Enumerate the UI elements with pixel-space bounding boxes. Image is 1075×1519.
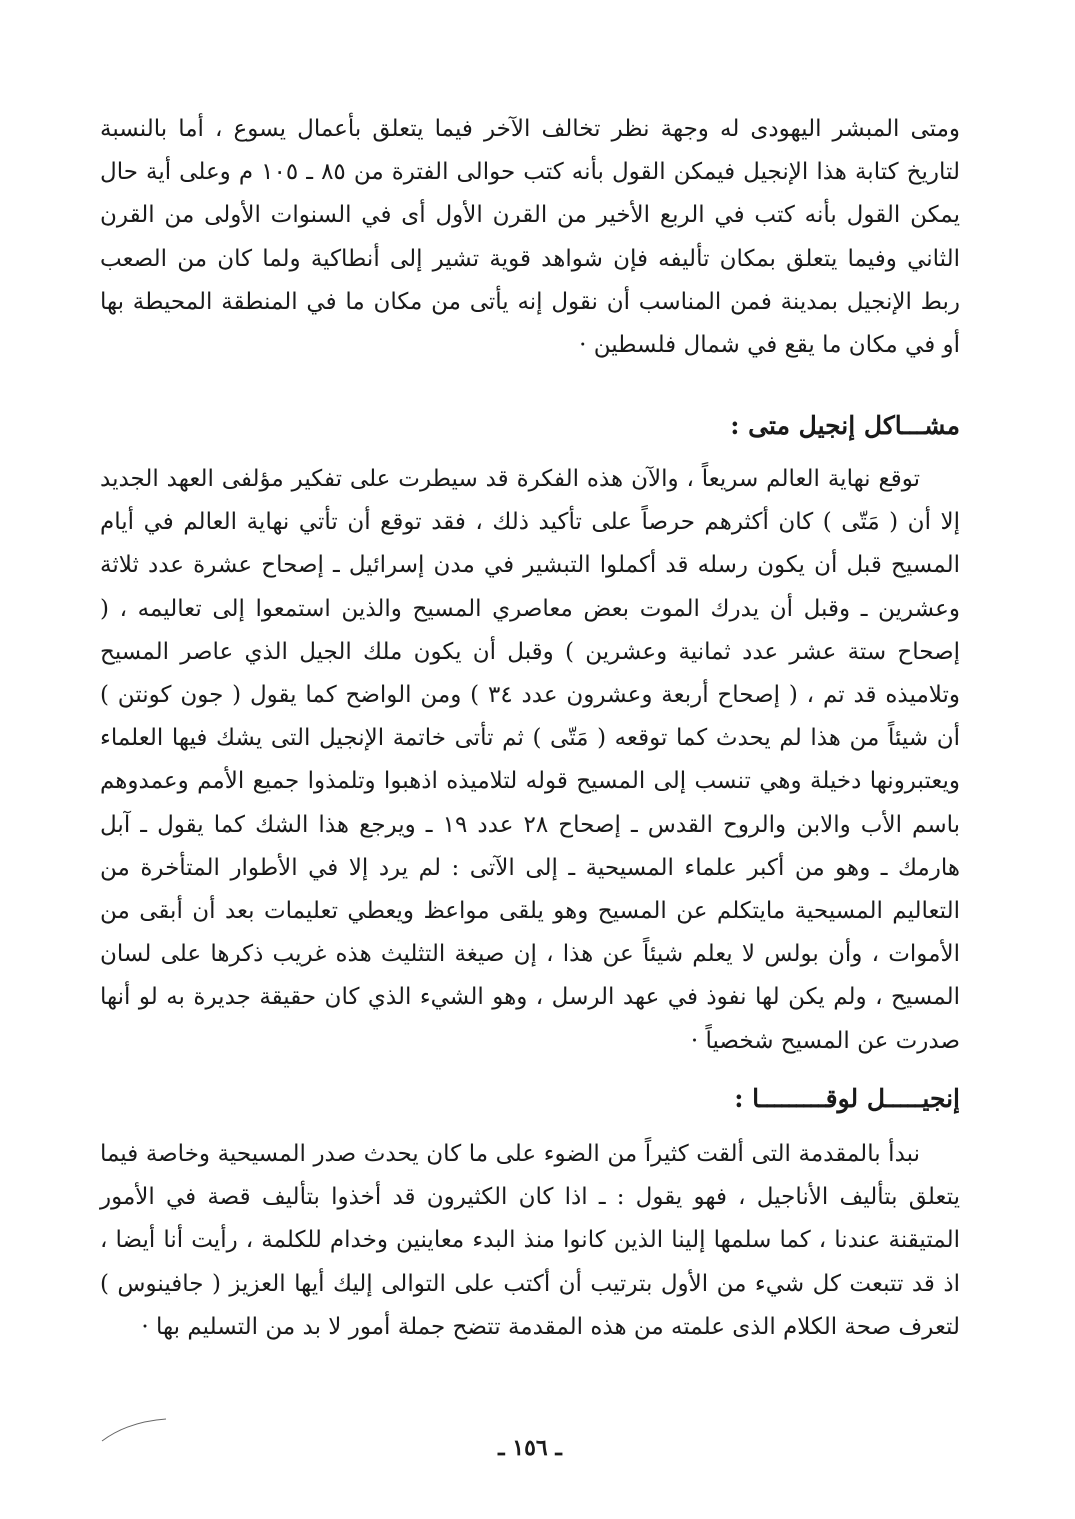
paragraph-matthew-dating: ومتى المبشر اليهودى له وجهة نظر تخالف الآخر فيما يتعلق بأعمال يسوع ، أما بالنسبة لتاريخ كتابة هذا الإنجيل فيمكن القول بأنه كتب حوالى الفترة من ٨٥ ـ ١٠٥ م وعلى أية حال يمكن القول بأنه كتب في الربع الأخير من القرن الأول أى في السنوات الأولى من القرن الثاني وفيما يتعلق بمكان تأليفه فإن شواهد قوية تشير إلى أنطاكية ولما كان من الصعب ربط الإنجيل بمدينة فمن المناسب أن نقول إنه يأتى من مكان ما في المنطقة المحيطة بها أو في مكان ما يقع في شمال فلسطين · [100, 116, 960, 359]
section-heading-luke: إنجيـــــل لوقـــــــــا : [734, 1084, 960, 1113]
section-heading-matthew-problems: مشـــاكل إنجيل متى : [730, 411, 960, 440]
scan-pen-mark [100, 1415, 170, 1445]
paragraph-matthew-problems: توقع نهاية العالم سريعاً ، والآن هذه الفكرة قد سيطرت على تفكير مؤلفى العهد الجديد إلا أن ( مَتّى ) كان أكثرهم حرصاً على تأكيد ذلك ، فقد توقع أن تأتي نهاية العالم في أيام المسيح قبل أن يكون رسله قد أكملوا التبشير في مدن إسرائيل ـ إصحاح عشرة عدد ثلاثة وعشرين ـ وقبل أن يدرك الموت بعض معاصري المسيح والذين استمعوا إلى تعاليمه ، ( إصحاح ستة عشر عدد ثمانية وعشرين ) وقبل أن يكون ملك الجيل الذي عاصر المسيح وتلاميذه قد تم ، ( إصحاح أربعة وعشرون عدد ٣٤ ) ومن الواضح كما يقول ( جون كونتن ) أن شيئاً من هذا لم يحدث كما توقعه ( مَتّى ) ثم تأتى خاتمة الإنجيل التى يشك فيها العلماء ويعتبرونها دخيلة وهي تنسب إلى المسيح قوله لتلاميذه اذهبوا وتلمذوا جميع الأمم وعمدوهم باسم الأب والابن والروح القدس ـ إصحاح ٢٨ عدد ١٩ ـ ويرجع هذا الشك كما يقول ـ آبل هارمك ـ وهو من أكبر علماء المسيحية ـ إلى الآتى : لم يرد إلا في الأطوار المتأخرة من التعاليم المسيحية مايتكلم عن المسيح وهو يلقى مواعظ ويعطي تعليمات بعد أن أبقى من الأموات ، وأن بولس لا يعلم شيئاً عن هذا ، إن صيغة التثليث هذه غريب ذكرها على لسان المسيح ، ولم يكن لها نفوذ في عهد الرسل ، وهو الشيء الذي كان حقيقة جديرة به لو أنها صدرت عن المسيح شخصياً · [100, 466, 961, 1054]
page-number: ـ ١٥٦ ـ [498, 1435, 562, 1461]
paragraph-luke-introduction: نبدأ بالمقدمة التى ألقت كثيراً من الضوء على ما كان يحدث صدر المسيحية وخاصة فيما يتعلق بتأليف الأناجيل ، فهو يقول : ـ اذا كان الكثيرون قد أخذوا بتأليف قصة في الأمور المتيقنة عندنا ، كما سلمها إلينا الذين كانوا منذ البدء معاينين وخدام للكلمة ، رأيت أنا أيضا ، اذ قد تتبعت كل شيء من الأول بترتيب أن أكتب على التوالى إليك أيها العزيز ( جافينوس ) لتعرف صحة الكلام الذى علمته من هذه المقدمة تتضح جملة أمور لا بد من التسليم بها · [100, 1141, 960, 1340]
